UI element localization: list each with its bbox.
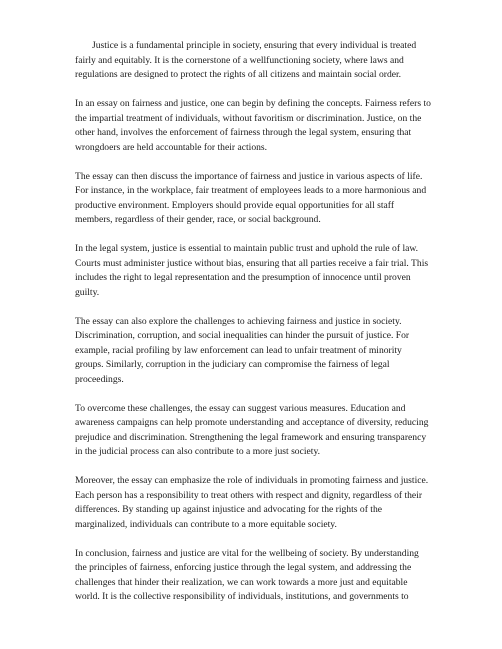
paragraph-measures: To overcome these challenges, the essay can suggest various measures. Education and awareness campaigns can help promote understanding and acceptance of diversity, reducing prejudice and discrimination. Strengthening the legal framework and ensuring transparency in the judicial process can also contribute to a more just society. [75,402,429,457]
paragraph-individual-role: Moreover, the essay can emphasize the role of individuals in promoting fairness and justice. Each person has a responsibility to treat others with respect and dignity, regardless of their differences. By standing up against injustice and advocating for the rights of the marginalized, individuals can contribute to a more equitable society. [75,475,429,530]
paragraph-intro: Justice is a fundamental principle in society, ensuring that every individual is treated fairly and equitably. It is the cornerstone of a wellfunctioning society, where laws and regulations are designed to protect the rights of all citizens and maintain social order. [75,40,417,80]
paragraph-importance: The essay can then discuss the importance of fairness and justice in various aspects of life. For instance, in the workplace, fair treatment of employees leads to a more harmonious and productive environment. Employers should provide equal opportunities for all staff members, regardless of their gender, race, or social background. [75,170,427,225]
essay-body [75,39,431,619]
paragraph-definitions: In an essay on fairness and justice, one can begin by defining the concepts. Fairness refers to the impartial treatment of individuals, without favoritism or discrimination. Justice, on the other hand, involves the enforcement of fairness through the legal system, ensuring that wrongdoers are held accountable for their actions. [75,98,431,153]
paragraph-legal-system: In the legal system, justice is essential to maintain public trust and uphold the rule of law. Courts must administer justice without bias, ensuring that all parties receive a fair trial. This includes the right to legal representation and the presumption of innocence until proven guilty. [75,243,429,298]
paragraph-challenges: The essay can also explore the challenges to achieving fairness and justice in society. Discrimination, corruption, and social inequalities can hinder the pursuit of justice. For example, racial profiling by law enforcement can lead to unfair treatment of minority groups. Similarly, corruption in the judiciary can compromise the fairness of legal proceedings. [75,315,410,385]
paragraph-conclusion: In conclusion, fairness and justice are vital for the wellbeing of society. By understanding the principles of fairness, enforcing justice through the legal system, and addressing the challenges that hinder their realization, we can work towards a more just and equitable world. It is the collective responsibility of individuals, institutions, and governments to [75,547,419,602]
